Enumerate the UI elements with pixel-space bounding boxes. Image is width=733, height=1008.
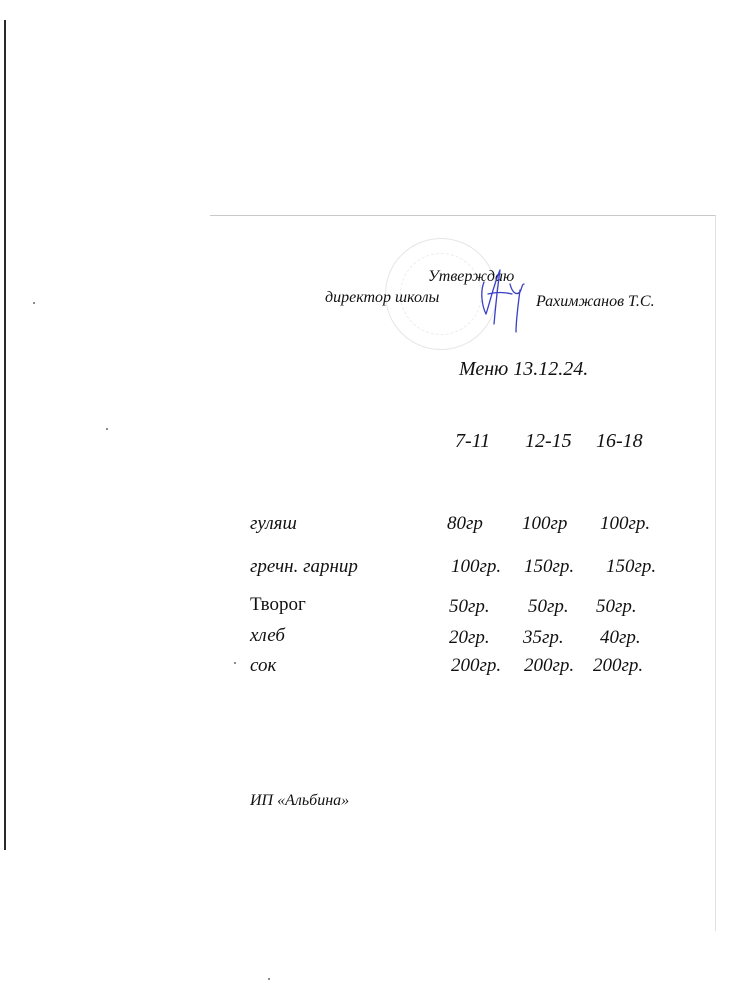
scan-speck (33, 302, 35, 304)
portion-value: 35гр. (523, 627, 564, 648)
portion-value: 150гр. (606, 556, 657, 577)
portion-value: 100гр. (600, 513, 651, 534)
menu-item-name: гречн. гарнир (250, 556, 358, 577)
scan-speck (268, 978, 270, 980)
director-position: директор школы (325, 289, 440, 306)
portion-value: 150гр. (524, 556, 575, 577)
menu-item-name: Творог (250, 594, 306, 615)
age-group-header: 7-11 (455, 430, 491, 452)
portion-value: 40гр. (600, 627, 641, 648)
portion-value: 200гр. (524, 655, 575, 676)
portion-value: 200гр. (593, 655, 644, 676)
signatory-name: Рахимжанов Т.С. (536, 293, 655, 310)
supplier-name: ИП «Альбина» (250, 792, 350, 809)
menu-item-name: гуляш (250, 513, 297, 534)
handwritten-signature (470, 262, 530, 334)
portion-value: 50гр. (596, 596, 637, 617)
portion-value: 50гр. (449, 596, 490, 617)
menu-item-name: сок (250, 655, 277, 676)
portion-value: 200гр. (451, 655, 502, 676)
scan-speck (106, 428, 108, 430)
menu-item-name: хлеб (250, 625, 285, 646)
portion-value: 50гр. (528, 596, 569, 617)
menu-title: Меню 13.12.24. (459, 358, 589, 380)
portion-value: 20гр. (449, 627, 490, 648)
scan-edge (4, 20, 6, 850)
age-group-header: 16-18 (596, 430, 643, 452)
portion-value: 80гр (447, 513, 483, 534)
portion-value: 100гр (522, 513, 568, 534)
approve-label: Утверждаю (428, 268, 515, 285)
portion-value: 100гр. (451, 556, 502, 577)
age-group-header: 12-15 (525, 430, 572, 452)
